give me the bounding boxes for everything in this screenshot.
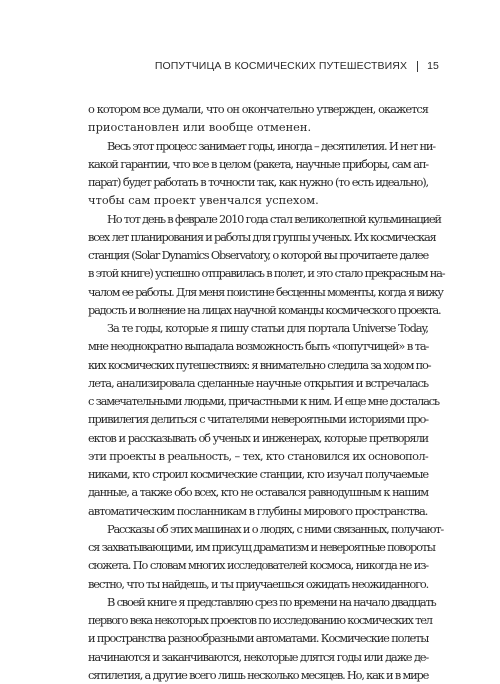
text-line: сюжета. По словам многих исследователей космоса, никогда не из-: [88, 558, 428, 573]
running-title: ПОПУТЧИЦА В КОСМИЧЕСКИХ ПУТЕШЕСТВИЯХ: [154, 60, 408, 72]
text-line: станция (Solar Dynamics Observatory, о которой вы прочитаете далее: [88, 248, 428, 262]
text-line: лета, анализировала сделанные научные открытия и встречалась: [88, 375, 429, 390]
text-line: какой гарантии, что все в целом (ракета, научные приборы, сам ап-: [88, 156, 428, 171]
text-line: парат) будет работать в точности так, как нужно (то есть идеально),: [88, 175, 428, 189]
text-line: радость и волнение на лицах научной команды космического проекта.: [88, 302, 441, 317]
text-line: чтобы сам проект увенчался успехом.: [88, 193, 319, 208]
text-line: данные, а также обо всех, кто не оставался равнодушным к нашим: [88, 485, 428, 500]
text-line: о котором все думали, что он окончательно утвержден, окажется: [88, 102, 428, 116]
text-line: приостановлен или вообще отменен.: [88, 120, 312, 135]
text-line: всех лет планирования и работы для группы ученых. Их космическая: [88, 229, 436, 244]
page-number: 15: [427, 60, 439, 72]
text-line: никами, кто строил космические станции, кто изучал получаемые: [88, 467, 428, 481]
text-line: ких космических путешествиях: я внимательно следила за ходом по-: [88, 357, 431, 372]
body-text: [88, 100, 445, 684]
text-line: автоматическим посланникам в глубины мирового пространства.: [88, 503, 428, 518]
text-line: Весь этот процесс занимает годы, иногда – десятилетия. И нет ни-: [107, 138, 435, 153]
text-line: За те годы, которые я пишу статьи для портала Universe Today,: [107, 321, 428, 335]
text-line: Но тот день в феврале 2010 года стал великолепной кульминацией: [107, 211, 441, 226]
text-line: чалом ее работы. Для меня поистине бесценны моменты, когда я вижу: [88, 284, 443, 299]
text-line: вестно, что ты найдешь, и ты приучаешься ожидать неожиданного.: [88, 576, 429, 591]
text-line: в этой книге) успешно отправилась в полет, и это стало прекрасным на-: [88, 266, 445, 281]
text-line: ся захватывающими, им присущ драматизм и невероятные повороты: [88, 540, 435, 554]
text-line: мне неоднократно выпадала возможность быть «попутчицей» в та-: [88, 339, 429, 354]
header-divider: [417, 61, 418, 72]
text-line: эти проекты в реальность, – тех, кто становился их основопол-: [88, 448, 429, 463]
text-line: привилегия делиться с читателями невероятными историями про-: [88, 412, 428, 427]
text-line: Рассказы об этих машинах и о людях, с ними связанных, получают-: [107, 521, 443, 536]
running-header: [155, 60, 439, 72]
text-line: с замечательными людьми, причастными к ним. И еще мне досталась: [88, 394, 439, 408]
text-line: начинаются и заканчиваются, некоторые длятся годы или даже де-: [88, 649, 428, 664]
text-line: ектов и рассказывать об ученых и инженерах, которые претворяли: [88, 430, 428, 445]
text-line: и пространства разнообразными автоматами. Космические полеты: [88, 631, 429, 646]
text-line: В своей книге я представляю срез по времени на начало двадцать: [107, 594, 436, 609]
text-line: первого века некоторых проектов по исследованию космических тел: [88, 613, 432, 627]
text-line: сятилетия, а другие всего лишь несколько месяцев. Но, как и в мире: [88, 667, 429, 682]
